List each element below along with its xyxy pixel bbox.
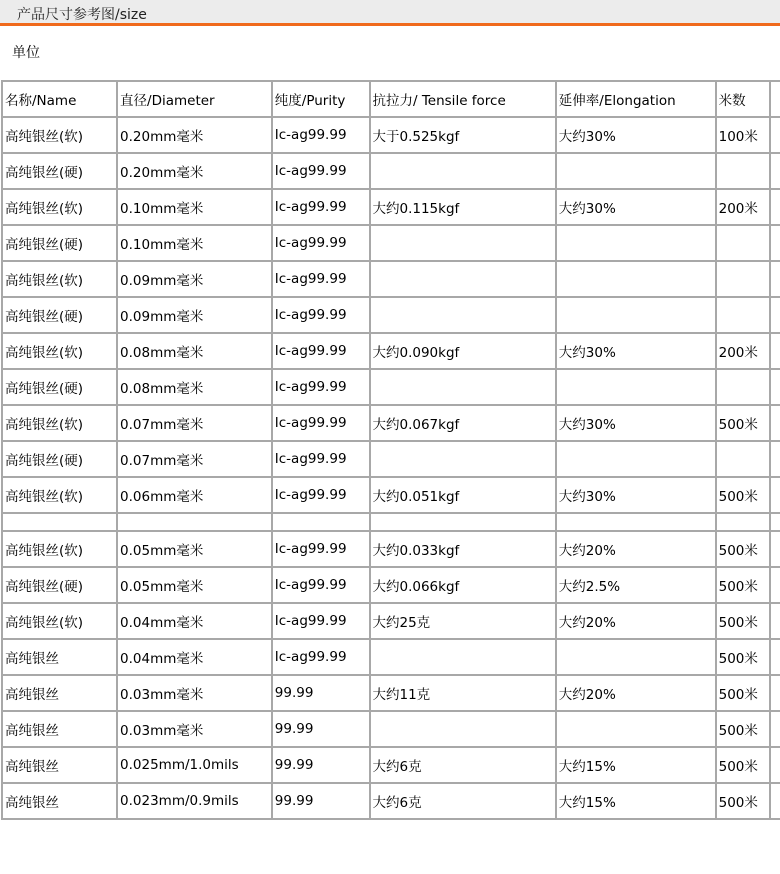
- cell-diameter: 0.20mm毫米: [117, 117, 272, 153]
- cell-overflow: [770, 531, 780, 567]
- cell-diameter: 0.04mm毫米: [117, 603, 272, 639]
- cell-overflow: [770, 513, 780, 531]
- section-header: [0, 0, 780, 26]
- section-title: 产品尺寸参考图/size: [17, 7, 147, 23]
- cell-diameter: 0.09mm毫米: [117, 297, 272, 333]
- cell-tensile-force: [370, 441, 556, 477]
- cell-tensile-force: [370, 369, 556, 405]
- table-row: [2, 297, 780, 333]
- cell-elongation: [556, 297, 716, 333]
- cell-elongation: [556, 369, 716, 405]
- cell-tensile-force: 大约25克: [370, 603, 556, 639]
- col-header-purity: 纯度/Purity: [272, 81, 370, 117]
- cell-length: 500米: [716, 567, 770, 603]
- cell-elongation: 大约30%: [556, 405, 716, 441]
- table-row: [2, 531, 780, 567]
- cell-length: 500米: [716, 639, 770, 675]
- cell-name: 高纯银丝(软): [2, 603, 117, 639]
- cell-tensile-force: [370, 297, 556, 333]
- cell-tensile-force: 大约0.090kgf: [370, 333, 556, 369]
- cell-overflow: [770, 117, 780, 153]
- col-header-length: 米数: [716, 81, 770, 117]
- cell-overflow: [770, 567, 780, 603]
- cell-overflow: [770, 639, 780, 675]
- table-row: [2, 153, 780, 189]
- cell-name: 高纯银丝: [2, 747, 117, 783]
- cell-length: 500米: [716, 405, 770, 441]
- cell-tensile-force: 大约11克: [370, 675, 556, 711]
- col-header-tensile-force: 抗拉力/ Tensile force: [370, 81, 556, 117]
- table-row: [2, 639, 780, 675]
- cell-length: [716, 369, 770, 405]
- cell-purity: Ic-ag99.99: [272, 153, 370, 189]
- cell-tensile-force: 大约0.115kgf: [370, 189, 556, 225]
- cell-diameter: 0.04mm毫米: [117, 639, 272, 675]
- table-row: [2, 261, 780, 297]
- cell-diameter: 0.023mm/0.9mils: [117, 783, 272, 819]
- cell-purity: Ic-ag99.99: [272, 261, 370, 297]
- cell-purity: 99.99: [272, 747, 370, 783]
- table-row: [2, 675, 780, 711]
- cell-length: 500米: [716, 747, 770, 783]
- col-header-elongation: 延伸率/Elongation: [556, 81, 716, 117]
- cell-name: 高纯银丝(软): [2, 405, 117, 441]
- cell-elongation: 大约2.5%: [556, 567, 716, 603]
- table-row: [2, 189, 780, 225]
- cell-name: 高纯银丝: [2, 783, 117, 819]
- cell-purity: Ic-ag99.99: [272, 117, 370, 153]
- cell-tensile-force: [370, 153, 556, 189]
- table-row: [2, 405, 780, 441]
- table-row: [2, 225, 780, 261]
- table-row: [2, 441, 780, 477]
- cell-name: 高纯银丝(硬): [2, 153, 117, 189]
- cell-tensile-force: [370, 639, 556, 675]
- cell-tensile-force: [370, 261, 556, 297]
- cell-tensile-force: 大约0.033kgf: [370, 531, 556, 567]
- cell-purity: Ic-ag99.99: [272, 405, 370, 441]
- cell-tensile-force: [370, 711, 556, 747]
- cell-name: 高纯银丝(软): [2, 117, 117, 153]
- table-row: [2, 117, 780, 153]
- cell-diameter: 0.07mm毫米: [117, 405, 272, 441]
- cell-name: 高纯银丝: [2, 639, 117, 675]
- table-row: [2, 603, 780, 639]
- cell-purity: Ic-ag99.99: [272, 477, 370, 513]
- cell-purity: 99.99: [272, 711, 370, 747]
- cell-diameter: 0.03mm毫米: [117, 711, 272, 747]
- cell-overflow: [770, 225, 780, 261]
- cell-name: 高纯银丝(硬): [2, 297, 117, 333]
- cell-length: 500米: [716, 477, 770, 513]
- cell-diameter: 0.07mm毫米: [117, 441, 272, 477]
- cell-elongation: 大约20%: [556, 603, 716, 639]
- table-row: [2, 783, 780, 819]
- cell-elongation: 大约30%: [556, 333, 716, 369]
- cell-length: [716, 225, 770, 261]
- cell-name: 高纯银丝(软): [2, 261, 117, 297]
- cell-tensile-force: [370, 513, 556, 531]
- table-row: [2, 711, 780, 747]
- cell-length: [716, 297, 770, 333]
- cell-purity: 99.99: [272, 675, 370, 711]
- cell-elongation: 大约15%: [556, 783, 716, 819]
- cell-tensile-force: [370, 225, 556, 261]
- cell-name: [2, 513, 117, 531]
- cell-diameter: 0.025mm/1.0mils: [117, 747, 272, 783]
- cell-purity: Ic-ag99.99: [272, 567, 370, 603]
- cell-overflow: [770, 603, 780, 639]
- cell-name: 高纯银丝(软): [2, 531, 117, 567]
- cell-length: 100米: [716, 117, 770, 153]
- cell-name: 高纯银丝: [2, 675, 117, 711]
- cell-tensile-force: 大于0.525kgf: [370, 117, 556, 153]
- cell-length: [716, 153, 770, 189]
- cell-elongation: 大约20%: [556, 675, 716, 711]
- cell-length: 500米: [716, 603, 770, 639]
- cell-purity: Ic-ag99.99: [272, 369, 370, 405]
- cell-length: 500米: [716, 531, 770, 567]
- col-header-name: 名称/Name: [2, 81, 117, 117]
- cell-name: 高纯银丝(软): [2, 189, 117, 225]
- cell-purity: Ic-ag99.99: [272, 531, 370, 567]
- cell-overflow: [770, 675, 780, 711]
- cell-overflow: [770, 783, 780, 819]
- cell-length: [716, 441, 770, 477]
- cell-diameter: 0.10mm毫米: [117, 225, 272, 261]
- cell-length: 500米: [716, 675, 770, 711]
- cell-elongation: 大约30%: [556, 117, 716, 153]
- cell-overflow: [770, 261, 780, 297]
- cell-tensile-force: 大约0.067kgf: [370, 405, 556, 441]
- unit-label: 单位: [12, 45, 40, 61]
- cell-overflow: [770, 369, 780, 405]
- cell-diameter: 0.09mm毫米: [117, 261, 272, 297]
- cell-diameter: 0.06mm毫米: [117, 477, 272, 513]
- cell-diameter: 0.05mm毫米: [117, 567, 272, 603]
- cell-purity: Ic-ag99.99: [272, 189, 370, 225]
- table-row: [2, 513, 780, 531]
- cell-elongation: [556, 639, 716, 675]
- cell-diameter: 0.08mm毫米: [117, 333, 272, 369]
- cell-elongation: 大约30%: [556, 477, 716, 513]
- cell-purity: 99.99: [272, 783, 370, 819]
- cell-length: 200米: [716, 189, 770, 225]
- cell-name: 高纯银丝(软): [2, 477, 117, 513]
- cell-elongation: [556, 441, 716, 477]
- cell-elongation: [556, 513, 716, 531]
- table-row: [2, 567, 780, 603]
- table-row: [2, 333, 780, 369]
- cell-purity: Ic-ag99.99: [272, 333, 370, 369]
- cell-purity: Ic-ag99.99: [272, 639, 370, 675]
- cell-overflow: [770, 333, 780, 369]
- cell-name: 高纯银丝(硬): [2, 369, 117, 405]
- cell-elongation: [556, 153, 716, 189]
- table-row: [2, 477, 780, 513]
- table-row: [2, 369, 780, 405]
- cell-tensile-force: 大约6克: [370, 783, 556, 819]
- cell-elongation: 大约30%: [556, 189, 716, 225]
- cell-diameter: 0.05mm毫米: [117, 531, 272, 567]
- cell-length: [716, 513, 770, 531]
- cell-overflow: [770, 405, 780, 441]
- cell-tensile-force: 大约0.066kgf: [370, 567, 556, 603]
- cell-diameter: 0.03mm毫米: [117, 675, 272, 711]
- cell-tensile-force: 大约0.051kgf: [370, 477, 556, 513]
- table-row: [2, 747, 780, 783]
- cell-overflow: [770, 189, 780, 225]
- cell-length: [716, 261, 770, 297]
- cell-diameter: 0.20mm毫米: [117, 153, 272, 189]
- cell-purity: Ic-ag99.99: [272, 225, 370, 261]
- cell-elongation: [556, 711, 716, 747]
- cell-overflow: [770, 747, 780, 783]
- cell-overflow: [770, 81, 780, 117]
- cell-purity: Ic-ag99.99: [272, 603, 370, 639]
- cell-name: 高纯银丝(软): [2, 333, 117, 369]
- cell-purity: Ic-ag99.99: [272, 441, 370, 477]
- cell-name: 高纯银丝(硬): [2, 441, 117, 477]
- cell-elongation: 大约15%: [556, 747, 716, 783]
- cell-purity: Ic-ag99.99: [272, 297, 370, 333]
- spec-table: [1, 80, 780, 820]
- cell-name: 高纯银丝: [2, 711, 117, 747]
- cell-tensile-force: 大约6克: [370, 747, 556, 783]
- cell-diameter: 0.10mm毫米: [117, 189, 272, 225]
- col-header-diameter: 直径/Diameter: [117, 81, 272, 117]
- cell-purity: [272, 513, 370, 531]
- cell-length: 200米: [716, 333, 770, 369]
- cell-diameter: 0.08mm毫米: [117, 369, 272, 405]
- table-header-row: [2, 81, 780, 117]
- cell-length: 500米: [716, 783, 770, 819]
- cell-overflow: [770, 153, 780, 189]
- cell-overflow: [770, 477, 780, 513]
- cell-length: 500米: [716, 711, 770, 747]
- cell-elongation: [556, 261, 716, 297]
- cell-diameter: [117, 513, 272, 531]
- cell-overflow: [770, 297, 780, 333]
- cell-name: 高纯银丝(硬): [2, 567, 117, 603]
- cell-elongation: 大约20%: [556, 531, 716, 567]
- cell-name: 高纯银丝(硬): [2, 225, 117, 261]
- cell-overflow: [770, 711, 780, 747]
- cell-elongation: [556, 225, 716, 261]
- cell-overflow: [770, 441, 780, 477]
